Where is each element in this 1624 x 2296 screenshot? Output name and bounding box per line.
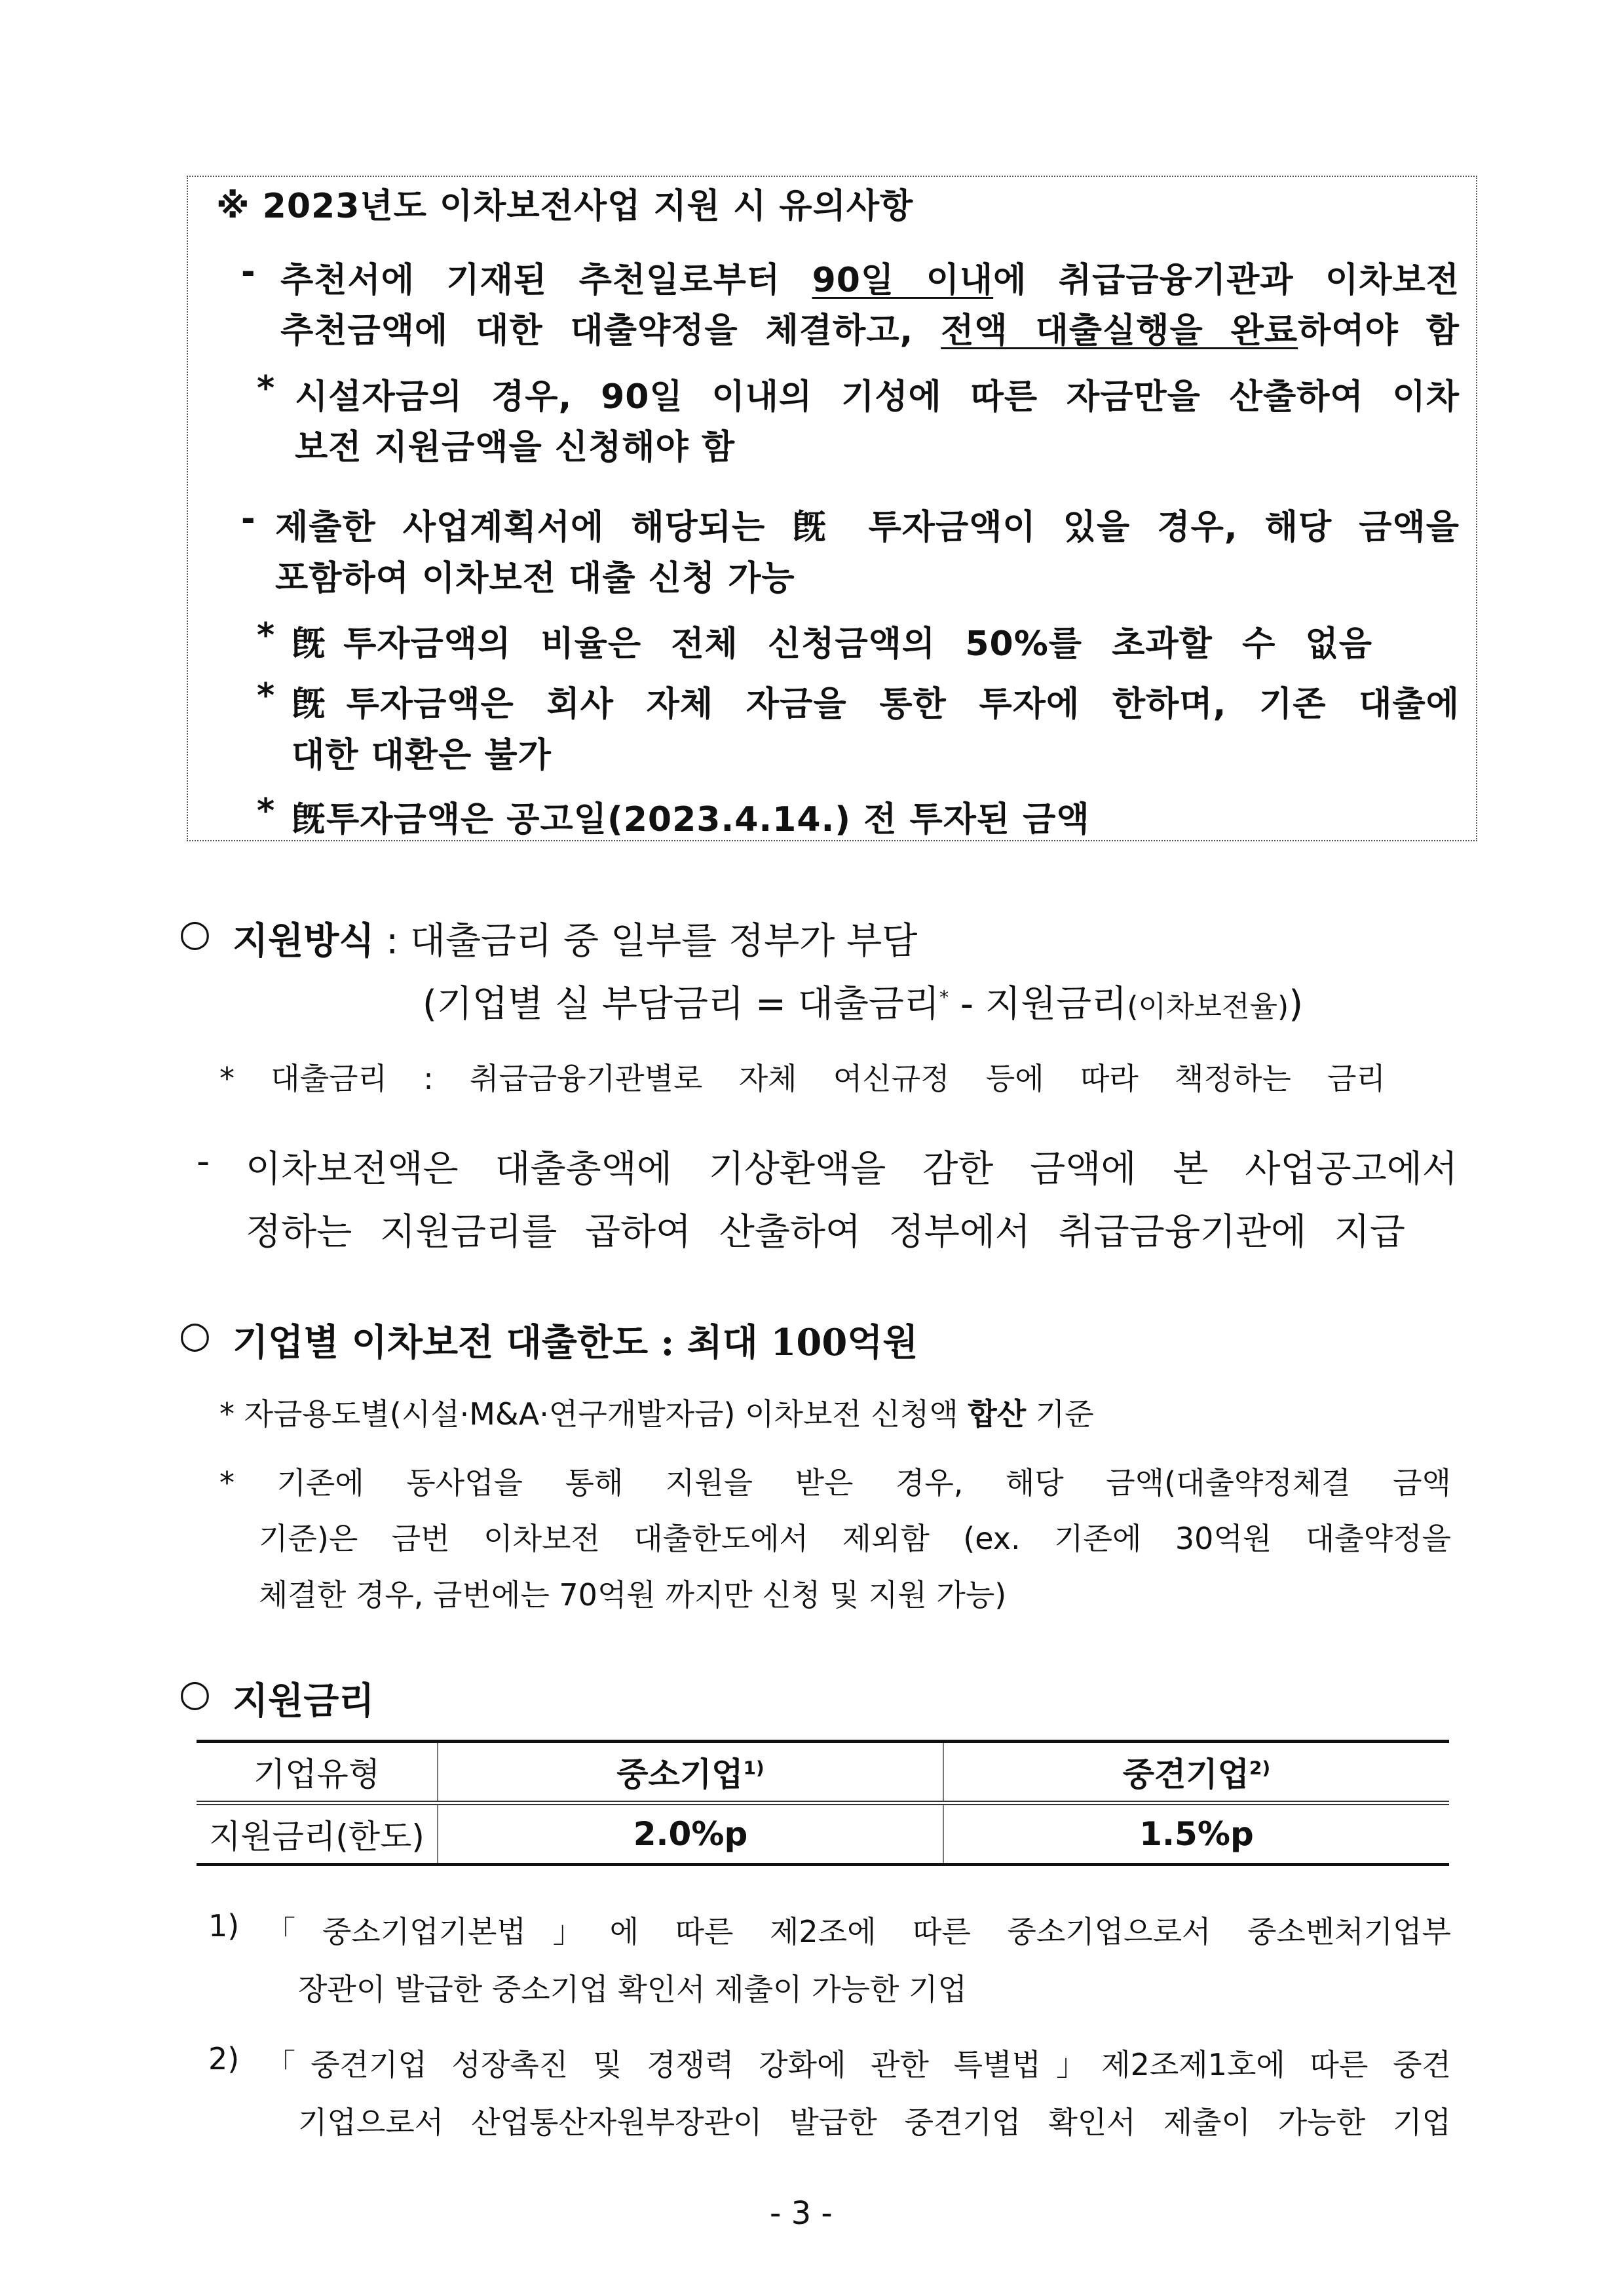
notice-item2-dash: - (241, 499, 256, 539)
table-row (197, 1803, 1449, 1865)
support-method-footnote: * 대출금리 : 취급금융기관별로 자체 여신규정 등에 따라 책정하는 금리 (219, 1061, 1386, 1096)
footnote1-number: 1) (208, 1908, 240, 1943)
loan-limit-heading: 기업별 이차보전 대출한도 : 최대 100억원 (233, 1321, 918, 1364)
support-rate-table (197, 1740, 1449, 1866)
notice-note1-mark: * (257, 369, 276, 408)
support-method-heading: 지원방식 : 대출금리 중 일부를 정부가 부담 (233, 920, 918, 963)
notice-note1-line1: 시설자금의 경우, 90일 이내의 기성에 따른 자금만을 산출하여 이차 (295, 377, 1460, 417)
notice-note1-line2: 보전 지원금액을 신청해야 함 (295, 428, 736, 467)
support-rate-heading: 지원금리 (233, 1680, 375, 1723)
footnote2-line1: 「중견기업 성장촉진 및 경쟁력 강화에 관한 특별법」제2조제1호에 따른 중견 (265, 2047, 1451, 2082)
notice-item2-line1: 제출한 사업계획서에 해당되는 旣 투자금액이 있을 경우, 해당 금액을 (275, 508, 1460, 547)
notice-note4-line1: 旣투자금액은 공고일(2023.4.14.) 전 투자된 금액 (292, 800, 1090, 839)
notice-note3-line1: 旣투자금액은 회사 자체 자금을 통한 투자에 한하며, 기존 대출에 (292, 685, 1460, 724)
table-header-type: 기업유형 (197, 1742, 438, 1803)
loan-limit-note2-line1: * 기존에 동사업을 통해 지원을 받은 경우, 해당 금액(대출약정체결 금액 (219, 1465, 1451, 1501)
notice-item1-line2: 추천금액에 대한 대출약정을 체결하고, 전액 대출실행을 완료하여야 함 (280, 311, 1460, 351)
notice-item1-line1: 추천서에 기재된 추천일로부터 90일 이내에 취급금융기관과 이차보전 (280, 261, 1460, 300)
support-rate-bullet: ○ (179, 1672, 211, 1715)
table-header-midsize: 중견기업$^{2)}$ (943, 1742, 1449, 1803)
table-row-label: 지원금리(한도) (197, 1803, 438, 1865)
support-method-bullet: ○ (179, 912, 211, 955)
notice-note4-mark: * (257, 792, 276, 831)
notice-note2-line1: 旣투자금액의 비율은 전체 신청금액의 50%를 초과할 수 없음 (292, 624, 1372, 664)
table-header-row (197, 1742, 1449, 1803)
support-method-desc-line1: 이차보전액은 대출총액에 기상환액을 감한 금액에 본 사업공고에서 (246, 1148, 1458, 1191)
page-number: - 3 - (770, 2195, 833, 2232)
loan-limit-bullet: ○ (179, 1314, 211, 1356)
notice-note2-mark: * (257, 616, 276, 655)
support-method-desc-line2: 정하는 지원금리를 곱하여 산출하여 정부에서 취급금융기관에 지급 (246, 1211, 1405, 1253)
notice-note3-line2: 대한 대환은 불가 (292, 736, 552, 775)
notice-title: ※ 2023년도 이차보전사업 지원 시 유의사항 (216, 187, 914, 226)
table-cell-midsize-rate: 1.5%p (943, 1803, 1449, 1865)
loan-limit-note1: * 자금용도별(시설·M&A·연구개발자금) 이차보전 신청액 합산 기준 (219, 1396, 1094, 1432)
notice-note3-mark: * (257, 676, 276, 716)
footnote2-line2: 기업으로서 산업통산자원부장관이 발급한 중견기업 확인서 제출이 가능한 기업 (298, 2105, 1451, 2140)
footnote2-number: 2) (208, 2041, 240, 2076)
table-header-sme: 중소기업$^{1)}$ (438, 1742, 943, 1803)
support-method-dash: - (197, 1140, 210, 1183)
notice-item2-line2: 포함하여 이차보전 대출 신청 가능 (275, 559, 795, 598)
notice-item1-dash: - (241, 252, 256, 292)
support-method-formula: (기업별 실 부담금리 = 대출금리* - 지원금리(이차보전율)) (423, 983, 1304, 1025)
footnote1-line1: 「중소기업기본법」에 따른 제2조에 따른 중소기업으로서 중소벤처기업부 (265, 1914, 1451, 1949)
loan-limit-note2-line3: 체결한 경우, 금번에는 70억원 까지만 신청 및 지원 가능) (259, 1577, 1007, 1613)
footnote1-line2: 장관이 발급한 중소기업 확인서 제출이 가능한 기업 (298, 1972, 967, 2007)
loan-limit-note2-line2: 기준)은 금번 이차보전 대출한도에서 제외함 (ex. 기존에 30억원 대출약정을 (259, 1521, 1451, 1556)
table-cell-sme-rate: 2.0%p (438, 1803, 943, 1865)
